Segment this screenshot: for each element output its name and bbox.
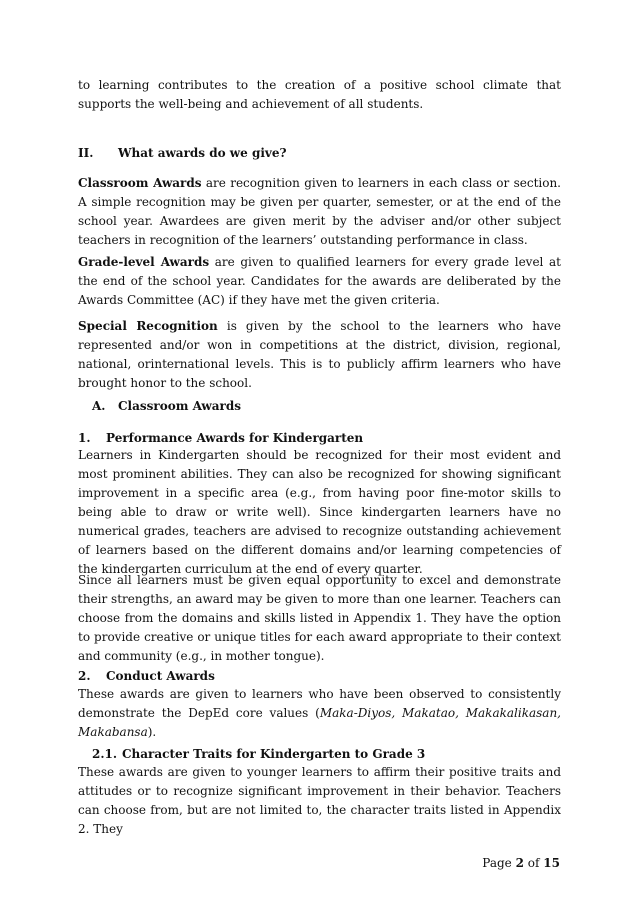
section-2-title xyxy=(118,144,287,163)
item-2-1-number xyxy=(92,745,117,764)
special-recognition-definition xyxy=(78,317,561,393)
item-2-title-text: Conduct Awards xyxy=(106,669,215,683)
classroom-awards-term: Classroom Awards xyxy=(78,176,202,190)
classroom-awards-text: are recognition given to learners in each class or section. A simple recognition may be given per quarter, semester, or at the end of the school year. Awardees are given merit by the adviser and/or other subject teachers in recognition of the learners’ outstanding performance in class. xyxy=(78,176,561,247)
item-1-title-text: Performance Awards for Kindergarten xyxy=(106,431,364,445)
subsection-a-letter-text: A. xyxy=(92,399,106,413)
subsection-a-letter xyxy=(92,397,106,416)
of-label: of xyxy=(527,856,540,870)
item-2-1-title xyxy=(122,745,425,764)
section-2-title-text: What awards do we give? xyxy=(118,146,287,160)
grade-level-term: Grade-level Awards xyxy=(78,255,210,269)
intro-paragraph xyxy=(78,76,561,114)
section-2-number xyxy=(78,144,93,163)
item-2-1-number-text: 2.1. xyxy=(92,747,118,761)
classroom-awards-definition xyxy=(78,174,561,250)
item-2-1-text: These awards are given to younger learners to affirm their positive traits and attitudes or to recognize significant improvement in their behavior. Teachers can choose from, but are not limited to, the character traits listed in Appendix 2. They xyxy=(78,765,561,836)
total-pages: 15 xyxy=(543,856,560,870)
item-1-paragraph-2 xyxy=(78,571,561,666)
core-values-text: Maka-Diyos, Makatao, Makakalikasan, Makabansa xyxy=(78,706,561,739)
grade-level-definition xyxy=(78,253,561,310)
item-2-1-paragraph xyxy=(78,763,561,839)
item-2-number-text: 2. xyxy=(78,669,91,683)
item-2-text-after: ). xyxy=(147,725,157,739)
special-recognition-text: is given by the school to the learners who have represented and/or won in competitions at the district, division, regional, national, orinternational levels. This is to publicly affirm learners who have brought honor to the school. xyxy=(78,319,561,390)
page-label: Page xyxy=(482,856,512,870)
item-1-paragraph-1 xyxy=(78,446,561,579)
item-2-number xyxy=(78,667,91,686)
item-1-paragraph-1-text: Learners in Kindergarten should be recognized for their most evident and most prominent abilities. They can also be recognized for showing significant improvement in a specific area (e.g., from having poor fine-motor skills to being able to draw or write well). Since kindergarten learners have no numerical grades, teachers are advised to recognize outstanding achievement of learners based on the different domains and/or learning competencies of the kindergarten curriculum at the end of every quarter. xyxy=(78,448,561,576)
item-2-1-title-text: Character Traits for Kindergarten to Grade 3 xyxy=(122,747,426,761)
special-recognition-term: Special Recognition xyxy=(78,319,218,333)
page-footer xyxy=(482,854,560,873)
page-number: 2 xyxy=(515,856,524,870)
intro-text: to learning contributes to the creation of a positive school climate that supports the well-being and achievement of all students. xyxy=(78,78,561,111)
item-2-text-before: These awards are given to learners who have been observed to consistently demonstrate the DepEd core values ( xyxy=(78,687,561,720)
grade-level-text: are given to qualified learners for every grade level at the end of the school year. Candidates for the awards are deliberated by the Awards Committee (AC) if they have met the given criteria. xyxy=(78,255,561,307)
section-2-number-text: II. xyxy=(78,146,94,160)
item-1-number-text: 1. xyxy=(78,431,91,445)
item-2-paragraph xyxy=(78,685,561,742)
item-1-paragraph-2-text: Since all learners must be given equal opportunity to excel and demonstrate their strengths, an award may be given to more than one learner. Teachers can choose from the domains and skills listed in Appendix 1. They have the option to provide creative or unique titles for each award appropriate to their context and community (e.g., in mother tongue). xyxy=(78,573,561,663)
item-2-title xyxy=(106,667,215,686)
subsection-a-title xyxy=(118,397,241,416)
subsection-a-title-text: Classroom Awards xyxy=(118,399,241,413)
